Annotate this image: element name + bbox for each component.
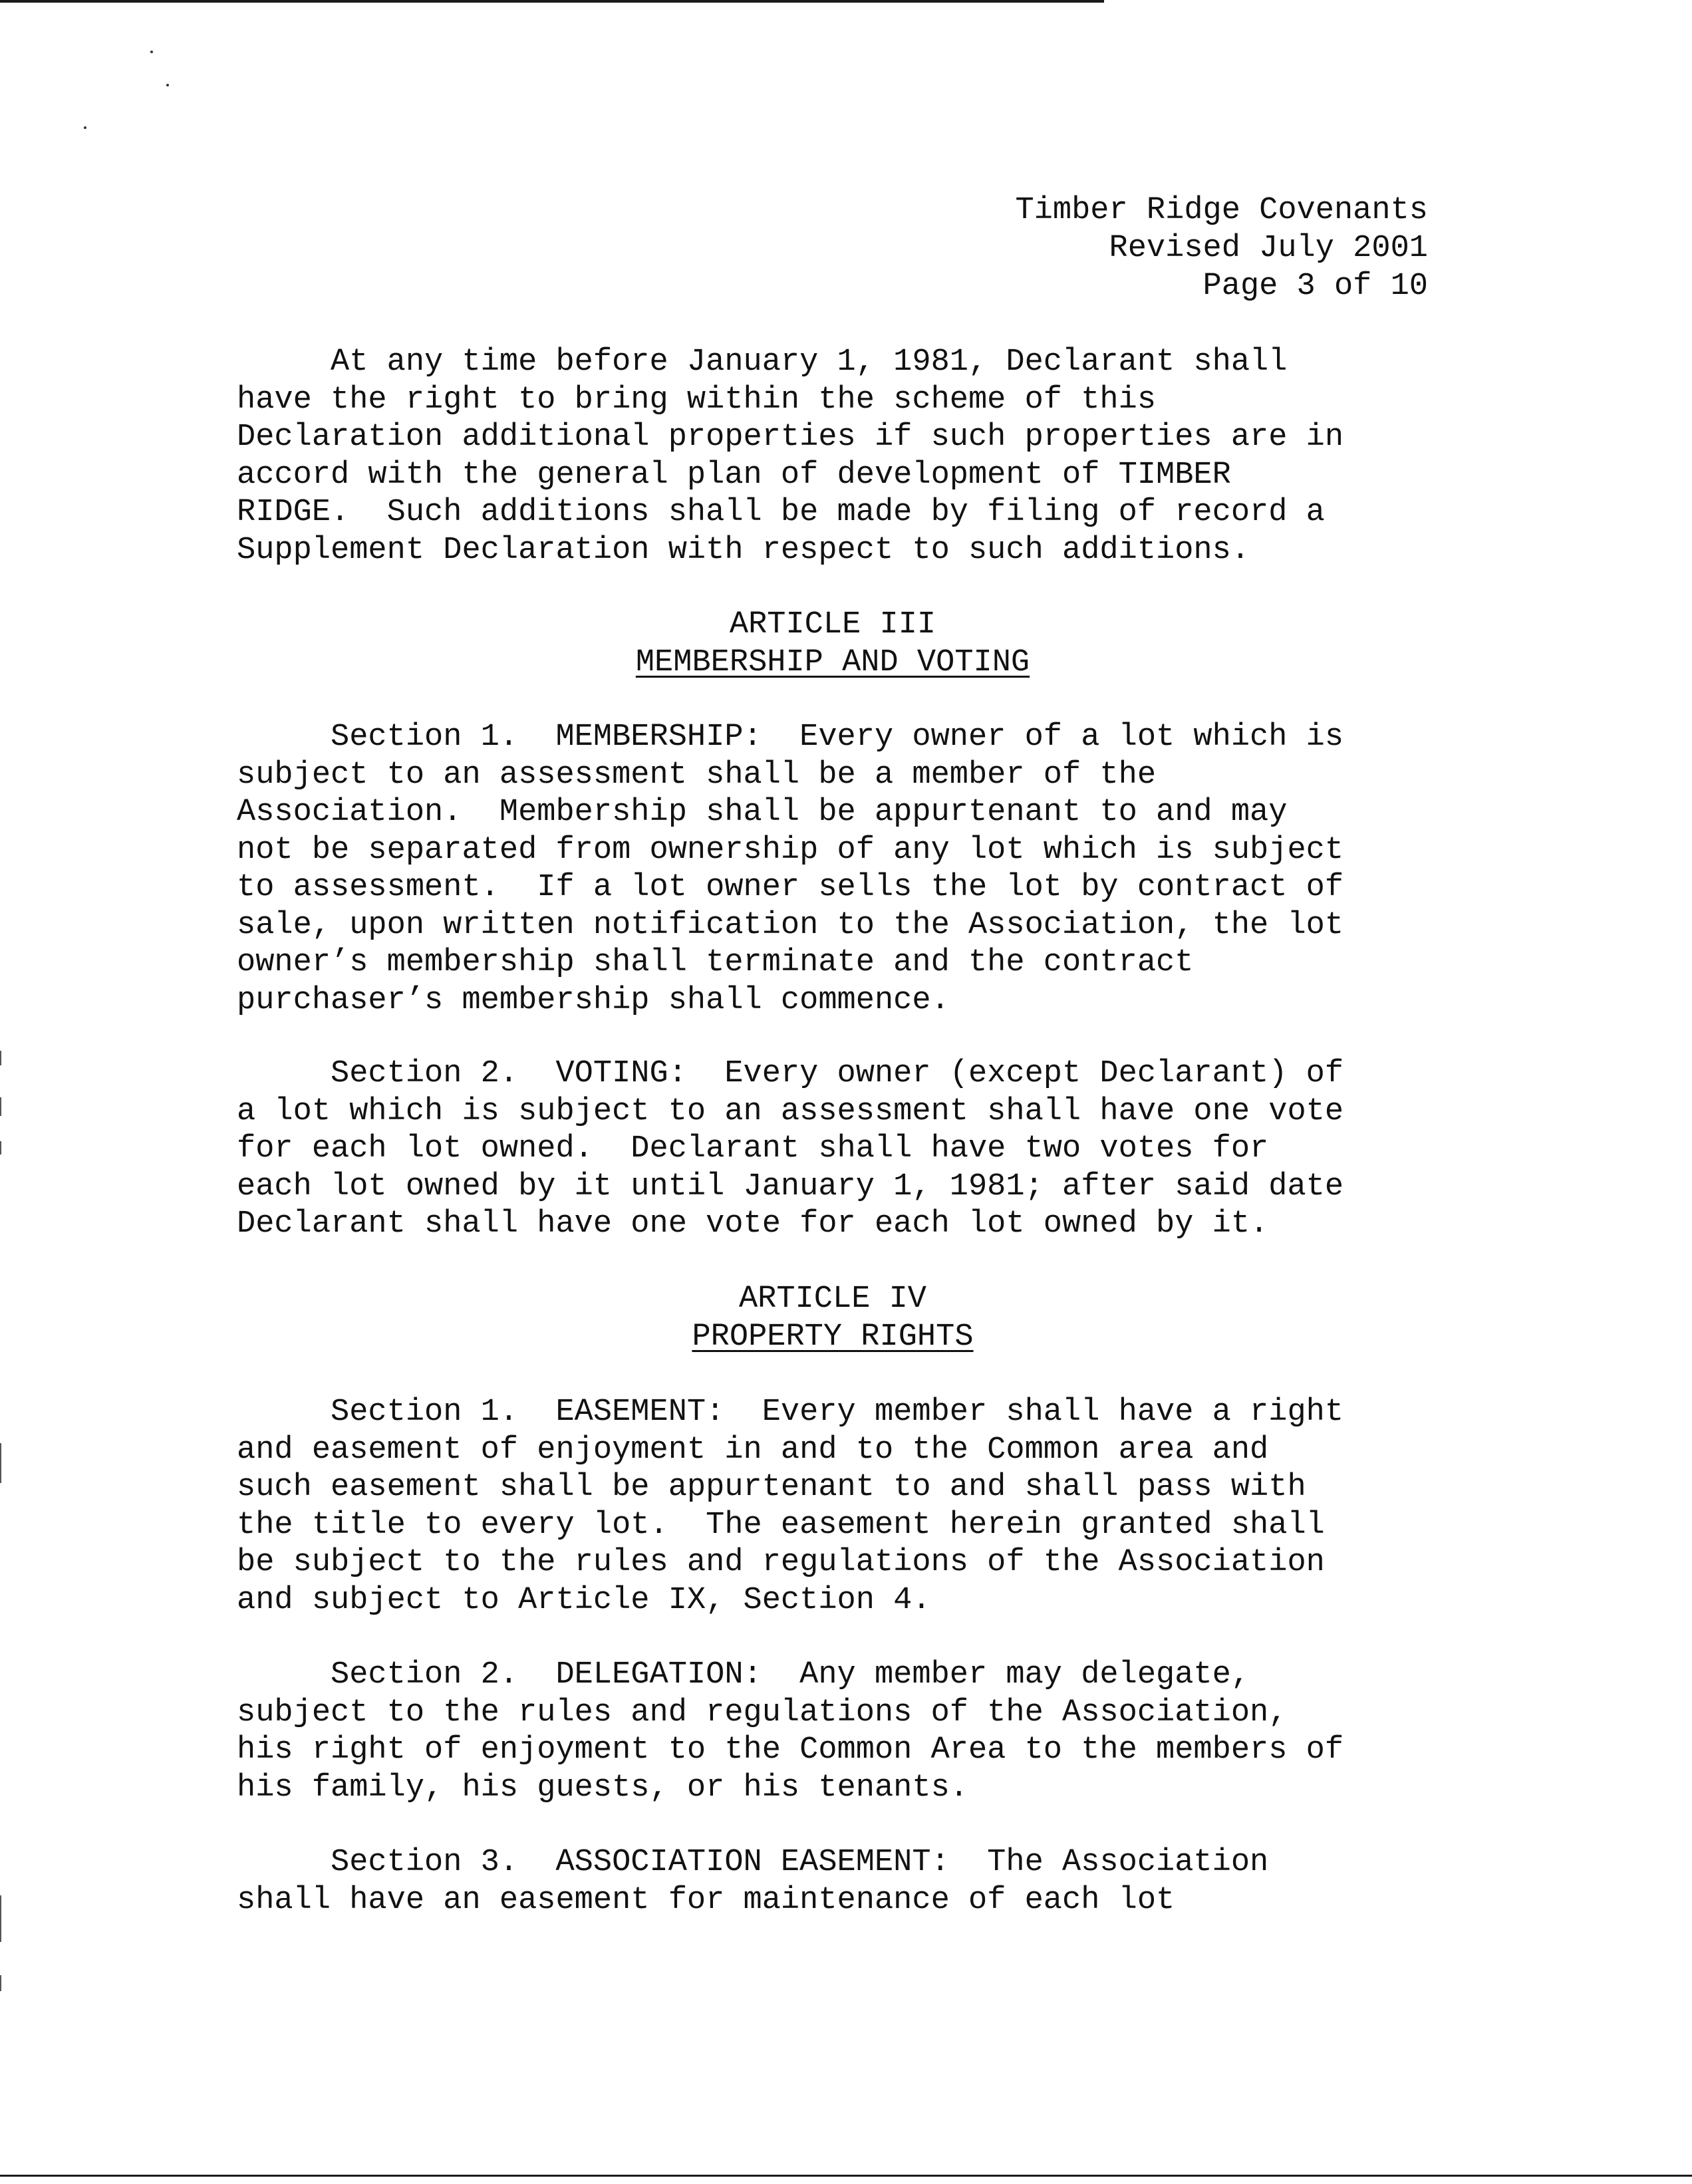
paragraph-line: each lot owned by it until January 1, 1981; after said date (237, 1168, 1344, 1204)
paragraph-line: Supplement Declaration with respect to such additions. (237, 532, 1250, 568)
header-title: Timber Ridge Covenants (1015, 193, 1428, 228)
paragraph-line: Section 2. DELEGATION: Any member may delegate, (237, 1657, 1250, 1693)
article-4-section-3 (237, 1844, 1268, 1919)
header-revision: Revised July 2001 (1109, 231, 1428, 266)
paragraph-line: for each lot owned. Declarant shall have two votes for (237, 1131, 1269, 1166)
margin-tick (0, 1975, 1, 1991)
header-page-number: Page 3 of 10 (1202, 269, 1428, 304)
paragraph-line: shall have an easement for maintenance of each lot (237, 1882, 1175, 1918)
paragraph-line: have the right to bring within the scheme of this (237, 382, 1157, 418)
paragraph-line: Association. Membership shall be appurtenant to and may (237, 795, 1288, 830)
article-3-title: MEMBERSHIP AND VOTING (635, 644, 1030, 680)
paragraph-line: not be separated from ownership of any lot which is subject (237, 832, 1344, 868)
paragraph-line: subject to an assessment shall be a member of the (237, 757, 1157, 793)
article-4-section-1 (237, 1394, 1343, 1619)
paragraph-line: his family, his guests, or his tenants. (237, 1770, 968, 1806)
scan-edge-top (0, 0, 1104, 3)
article-4-title: PROPERTY RIGHTS (692, 1319, 974, 1355)
intro-paragraph (237, 344, 1343, 569)
article-4-heading (237, 1281, 1429, 1356)
scan-speck (150, 51, 153, 53)
paragraph-line: sale, upon written notification to the Association, the lot (237, 907, 1344, 943)
article-3-section-2 (237, 1055, 1343, 1244)
margin-tick (0, 1895, 1, 1942)
article-4-number: ARTICLE IV (738, 1282, 927, 1317)
margin-tick (0, 1051, 1, 1065)
paragraph-line: to assessment. If a lot owner sells the lot by contract of (237, 870, 1344, 905)
paragraph-line: Section 3. ASSOCIATION EASEMENT: The Association (237, 1845, 1269, 1880)
scan-edge-bottom (0, 2175, 1692, 2177)
paragraph-line: Declaration additional properties if such properties are in (237, 420, 1344, 455)
paragraph-line: the title to every lot. The easement herein granted shall (237, 1507, 1325, 1543)
paragraph-line: be subject to the rules and regulations of the Association (237, 1545, 1325, 1580)
article-3-section-1 (237, 719, 1343, 1020)
paragraph-line: and easement of enjoyment in and to the Common area and (237, 1432, 1269, 1468)
paragraph-line: owner’s membership shall terminate and the contract (237, 945, 1194, 980)
paragraph-line: Section 1. MEMBERSHIP: Every owner of a lot which is (237, 720, 1344, 755)
paragraph-line: At any time before January 1, 1981, Declarant shall (237, 344, 1288, 380)
paragraph-line: Declarant shall have one vote for each lot owned by it. (237, 1206, 1269, 1242)
paragraph-line: subject to the rules and regulations of the Association, (237, 1695, 1288, 1730)
paragraph-line: such easement shall be appurtenant to and shall pass with (237, 1470, 1306, 1505)
paragraph-line: his right of enjoyment to the Common Area to the members of (237, 1732, 1344, 1768)
scan-speck (166, 84, 169, 86)
margin-tick (0, 1097, 1, 1116)
paragraph-line: Section 1. EASEMENT: Every member shall have a right (237, 1395, 1344, 1430)
paragraph-line: a lot which is subject to an assessment shall have one vote (237, 1093, 1344, 1129)
article-3-heading (237, 607, 1429, 682)
article-3-number: ARTICLE III (729, 607, 936, 642)
paragraph-line: Section 2. VOTING: Every owner (except Declarant) of (237, 1056, 1344, 1091)
paragraph-line: purchaser’s membership shall commence. (237, 982, 950, 1018)
article-4-section-2 (237, 1657, 1343, 1807)
scan-speck (84, 126, 86, 129)
paragraph-line: and subject to Article IX, Section 4. (237, 1582, 931, 1618)
paragraph-line: accord with the general plan of development of TIMBER (237, 457, 1231, 493)
margin-tick (0, 1141, 1, 1155)
paragraph-line: RIDGE. Such additions shall be made by filing of record a (237, 495, 1325, 530)
document-header (1015, 192, 1428, 305)
margin-tick (0, 1443, 1, 1483)
